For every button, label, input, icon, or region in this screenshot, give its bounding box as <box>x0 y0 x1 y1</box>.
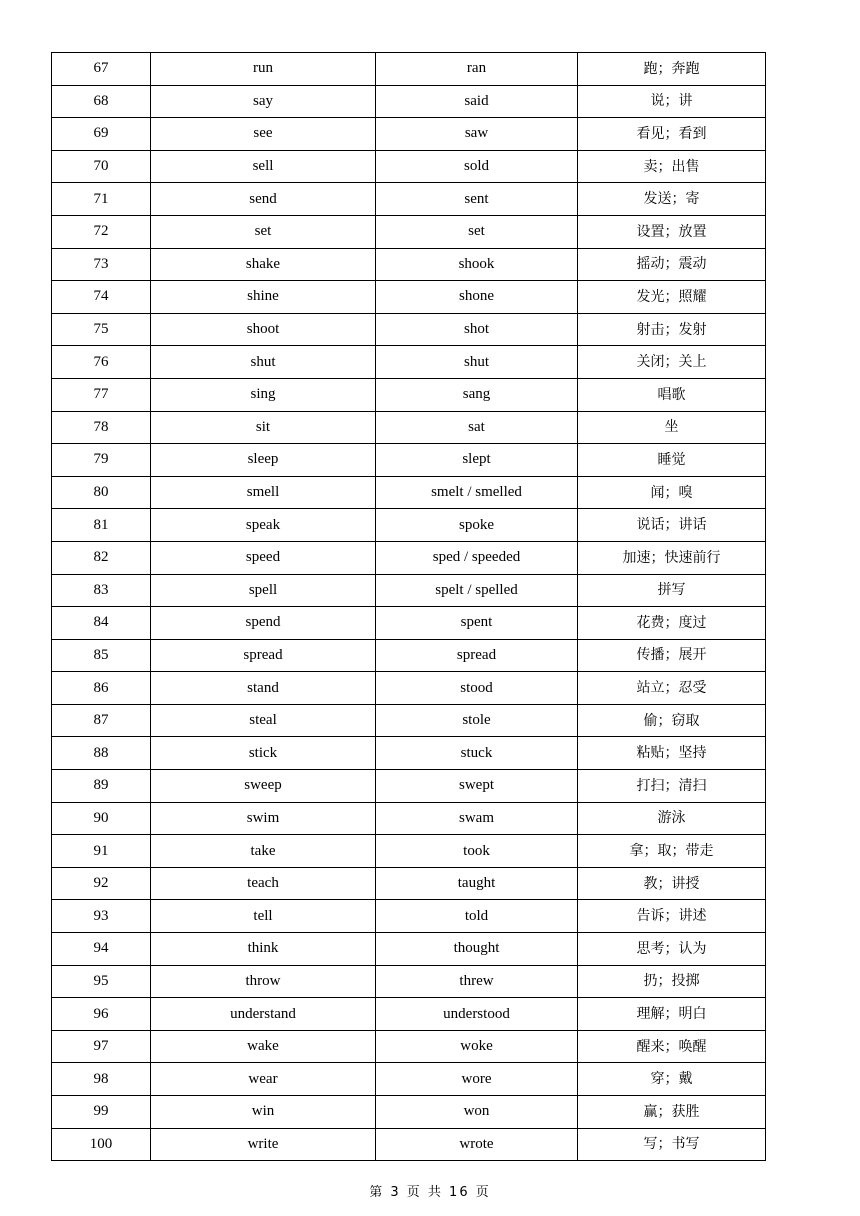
table-row <box>52 444 766 477</box>
past-form-cell: slept <box>376 444 578 477</box>
table-row <box>52 1128 766 1161</box>
table-row <box>52 118 766 151</box>
base-form-cell: smell <box>151 476 376 509</box>
base-form-cell: shoot <box>151 313 376 346</box>
row-number-cell: 74 <box>52 281 151 314</box>
base-form-cell: sell <box>151 150 376 183</box>
base-form-cell: throw <box>151 965 376 998</box>
past-form-cell: won <box>376 1096 578 1129</box>
meaning-cell: 写；书写 <box>578 1128 766 1161</box>
meaning-cell: 思考；认为 <box>578 933 766 966</box>
table-row <box>52 965 766 998</box>
row-number-cell: 75 <box>52 313 151 346</box>
past-form-cell: thought <box>376 933 578 966</box>
base-form-cell: shake <box>151 248 376 281</box>
table-row <box>52 150 766 183</box>
base-form-cell: wear <box>151 1063 376 1096</box>
past-form-cell: sent <box>376 183 578 216</box>
base-form-cell: spell <box>151 574 376 607</box>
row-number-cell: 81 <box>52 509 151 542</box>
meaning-cell: 看见；看到 <box>578 118 766 151</box>
base-form-cell: win <box>151 1096 376 1129</box>
table-row <box>52 607 766 640</box>
past-form-cell: understood <box>376 998 578 1031</box>
row-number-cell: 76 <box>52 346 151 379</box>
meaning-cell: 传播；展开 <box>578 639 766 672</box>
past-form-cell: sat <box>376 411 578 444</box>
meaning-cell: 摇动；震动 <box>578 248 766 281</box>
row-number-cell: 92 <box>52 867 151 900</box>
row-number-cell: 91 <box>52 835 151 868</box>
table-row <box>52 867 766 900</box>
base-form-cell: spend <box>151 607 376 640</box>
row-number-cell: 100 <box>52 1128 151 1161</box>
past-form-cell: wrote <box>376 1128 578 1161</box>
base-form-cell: tell <box>151 900 376 933</box>
past-form-cell: stood <box>376 672 578 705</box>
base-form-cell: speed <box>151 541 376 574</box>
meaning-cell: 扔；投掷 <box>578 965 766 998</box>
table-row <box>52 281 766 314</box>
table-row <box>52 1096 766 1129</box>
row-number-cell: 94 <box>52 933 151 966</box>
table-row <box>52 411 766 444</box>
row-number-cell: 88 <box>52 737 151 770</box>
meaning-cell: 粘贴；坚持 <box>578 737 766 770</box>
row-number-cell: 70 <box>52 150 151 183</box>
meaning-cell: 教；讲授 <box>578 867 766 900</box>
meaning-cell: 射击；发射 <box>578 313 766 346</box>
table-row <box>52 248 766 281</box>
page-footer: 第 3 页 共 16 页 <box>369 1185 491 1200</box>
row-number-cell: 89 <box>52 770 151 803</box>
table-row <box>52 313 766 346</box>
row-number-cell: 77 <box>52 378 151 411</box>
table-row <box>52 1063 766 1096</box>
table-row <box>52 1030 766 1063</box>
past-form-cell: sold <box>376 150 578 183</box>
row-number-cell: 97 <box>52 1030 151 1063</box>
past-form-cell: spelt / spelled <box>376 574 578 607</box>
past-form-cell: shot <box>376 313 578 346</box>
table-row <box>52 509 766 542</box>
base-form-cell: wake <box>151 1030 376 1063</box>
base-form-cell: run <box>151 53 376 86</box>
table-row <box>52 476 766 509</box>
meaning-cell: 说；讲 <box>578 85 766 118</box>
meaning-cell: 赢；获胜 <box>578 1096 766 1129</box>
table-row <box>52 85 766 118</box>
base-form-cell: sleep <box>151 444 376 477</box>
meaning-cell: 醒来；唤醒 <box>578 1030 766 1063</box>
meaning-cell: 拿；取；带走 <box>578 835 766 868</box>
base-form-cell: swim <box>151 802 376 835</box>
table-row <box>52 183 766 216</box>
base-form-cell: spread <box>151 639 376 672</box>
past-form-cell: smelt / smelled <box>376 476 578 509</box>
meaning-cell: 卖；出售 <box>578 150 766 183</box>
past-form-cell: said <box>376 85 578 118</box>
past-form-cell: swam <box>376 802 578 835</box>
row-number-cell: 67 <box>52 53 151 86</box>
meaning-cell: 闻；嗅 <box>578 476 766 509</box>
row-number-cell: 84 <box>52 607 151 640</box>
table-row <box>52 998 766 1031</box>
meaning-cell: 唱歌 <box>578 378 766 411</box>
past-form-cell: took <box>376 835 578 868</box>
row-number-cell: 99 <box>52 1096 151 1129</box>
meaning-cell: 关闭；关上 <box>578 346 766 379</box>
table-row <box>52 639 766 672</box>
meaning-cell: 穿；戴 <box>578 1063 766 1096</box>
meaning-cell: 发光；照耀 <box>578 281 766 314</box>
base-form-cell: sit <box>151 411 376 444</box>
table-row <box>52 835 766 868</box>
meaning-cell: 睡觉 <box>578 444 766 477</box>
row-number-cell: 90 <box>52 802 151 835</box>
row-number-cell: 69 <box>52 118 151 151</box>
table-row <box>52 704 766 737</box>
past-form-cell: threw <box>376 965 578 998</box>
row-number-cell: 96 <box>52 998 151 1031</box>
base-form-cell: stand <box>151 672 376 705</box>
row-number-cell: 83 <box>52 574 151 607</box>
meaning-cell: 加速；快速前行 <box>578 541 766 574</box>
base-form-cell: send <box>151 183 376 216</box>
table-row <box>52 215 766 248</box>
table-row <box>52 378 766 411</box>
table-row <box>52 770 766 803</box>
base-form-cell: understand <box>151 998 376 1031</box>
meaning-cell: 站立；忍受 <box>578 672 766 705</box>
meaning-cell: 打扫；清扫 <box>578 770 766 803</box>
past-form-cell: shone <box>376 281 578 314</box>
past-form-cell: taught <box>376 867 578 900</box>
past-form-cell: spent <box>376 607 578 640</box>
meaning-cell: 发送；寄 <box>578 183 766 216</box>
verb-table <box>51 52 766 1161</box>
table-row <box>52 346 766 379</box>
base-form-cell: set <box>151 215 376 248</box>
table-row <box>52 541 766 574</box>
base-form-cell: sweep <box>151 770 376 803</box>
meaning-cell: 拼写 <box>578 574 766 607</box>
base-form-cell: steal <box>151 704 376 737</box>
meaning-cell: 偷；窃取 <box>578 704 766 737</box>
base-form-cell: shut <box>151 346 376 379</box>
row-number-cell: 86 <box>52 672 151 705</box>
table-row <box>52 672 766 705</box>
row-number-cell: 95 <box>52 965 151 998</box>
meaning-cell: 跑；奔跑 <box>578 53 766 86</box>
row-number-cell: 79 <box>52 444 151 477</box>
row-number-cell: 80 <box>52 476 151 509</box>
past-form-cell: woke <box>376 1030 578 1063</box>
meaning-cell: 坐 <box>578 411 766 444</box>
past-form-cell: saw <box>376 118 578 151</box>
meaning-cell: 游泳 <box>578 802 766 835</box>
past-form-cell: wore <box>376 1063 578 1096</box>
base-form-cell: write <box>151 1128 376 1161</box>
past-form-cell: sang <box>376 378 578 411</box>
meaning-cell: 设置；放置 <box>578 215 766 248</box>
row-number-cell: 73 <box>52 248 151 281</box>
row-number-cell: 71 <box>52 183 151 216</box>
past-form-cell: sped / speeded <box>376 541 578 574</box>
base-form-cell: sing <box>151 378 376 411</box>
row-number-cell: 98 <box>52 1063 151 1096</box>
table-row <box>52 737 766 770</box>
past-form-cell: spread <box>376 639 578 672</box>
base-form-cell: take <box>151 835 376 868</box>
row-number-cell: 68 <box>52 85 151 118</box>
past-form-cell: stole <box>376 704 578 737</box>
base-form-cell: think <box>151 933 376 966</box>
row-number-cell: 85 <box>52 639 151 672</box>
table-row <box>52 53 766 86</box>
verb-table-body <box>52 53 766 1161</box>
meaning-cell: 理解；明白 <box>578 998 766 1031</box>
row-number-cell: 87 <box>52 704 151 737</box>
base-form-cell: shine <box>151 281 376 314</box>
base-form-cell: teach <box>151 867 376 900</box>
table-row <box>52 802 766 835</box>
meaning-cell: 花费；度过 <box>578 607 766 640</box>
base-form-cell: say <box>151 85 376 118</box>
past-form-cell: shook <box>376 248 578 281</box>
row-number-cell: 82 <box>52 541 151 574</box>
past-form-cell: shut <box>376 346 578 379</box>
row-number-cell: 93 <box>52 900 151 933</box>
base-form-cell: speak <box>151 509 376 542</box>
base-form-cell: see <box>151 118 376 151</box>
table-row <box>52 900 766 933</box>
row-number-cell: 78 <box>52 411 151 444</box>
past-form-cell: told <box>376 900 578 933</box>
meaning-cell: 告诉；讲述 <box>578 900 766 933</box>
meaning-cell: 说话；讲话 <box>578 509 766 542</box>
past-form-cell: ran <box>376 53 578 86</box>
past-form-cell: swept <box>376 770 578 803</box>
past-form-cell: stuck <box>376 737 578 770</box>
base-form-cell: stick <box>151 737 376 770</box>
table-row <box>52 574 766 607</box>
past-form-cell: set <box>376 215 578 248</box>
table-row <box>52 933 766 966</box>
row-number-cell: 72 <box>52 215 151 248</box>
past-form-cell: spoke <box>376 509 578 542</box>
